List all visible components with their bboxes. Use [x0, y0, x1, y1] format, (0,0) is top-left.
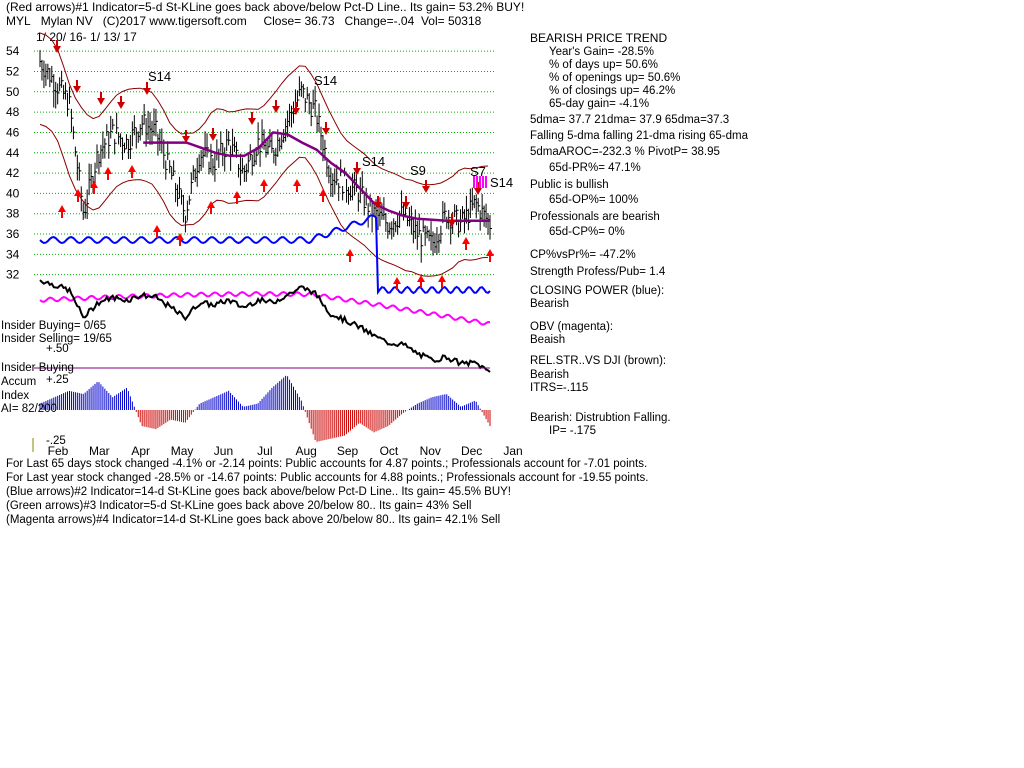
y-tick-label: 36 — [6, 227, 20, 242]
insider-buying-ratio: Insider Buying= 0/65 — [1, 320, 107, 332]
buy-arrow-icon — [293, 179, 301, 192]
y-tick-label: 54 — [6, 44, 20, 59]
sell-arrow-icon — [182, 130, 190, 143]
trend-title: BEARISH PRICE TREND — [530, 31, 668, 45]
volume-value: Vol= 50318 — [420, 14, 482, 28]
arrow-head — [153, 225, 161, 232]
month-label: Sep — [336, 444, 359, 458]
copyright: (C)2017 www.tigersoft.com — [102, 14, 247, 28]
y-tick-label: 46 — [6, 125, 20, 140]
company-name: Mylan NV — [40, 14, 93, 28]
sell-arrow-icon — [53, 40, 61, 53]
signal-label: S14 — [362, 154, 386, 169]
bands — [40, 33, 490, 276]
obv-label: OBV (magenta): — [530, 321, 614, 333]
op-65d: 65d-OP%= 100% — [549, 194, 639, 206]
signal-label: S14 — [314, 73, 338, 88]
accum-plus25-label: +.25 — [46, 374, 69, 386]
arrow-head — [128, 165, 136, 172]
cp-65d: 65d-CP%= 0% — [549, 226, 625, 238]
arrow-head — [233, 191, 241, 198]
buy-arrow-icon — [153, 225, 161, 238]
month-label: Jul — [257, 444, 273, 458]
month-label: Apr — [131, 444, 151, 458]
buy-arrow-icon — [462, 237, 470, 250]
aroc-pivot: 5dmaAROC=-232.3 % PivotP= 38.95 — [530, 146, 720, 158]
arrow-head — [438, 275, 446, 282]
arrow-head — [97, 98, 105, 105]
sell-arrow-icon — [209, 128, 217, 141]
arrow-head — [462, 237, 470, 244]
y-tick-label: 38 — [6, 206, 20, 221]
arrow-head — [272, 106, 280, 113]
month-label: Mar — [89, 444, 110, 458]
close-value: Close= 36.73 — [263, 14, 335, 28]
relstr-state: Bearish — [530, 369, 569, 381]
gain-65day: 65-day gain= -4.1% — [549, 98, 650, 110]
arrow-head — [486, 249, 494, 256]
index-label: Index — [1, 390, 30, 402]
accum-plus50-label: +.50 — [46, 343, 69, 355]
arrow-head — [248, 118, 256, 125]
sell-arrow-icon — [73, 80, 81, 93]
relstr-label: REL.STR..VS DJI (brown): — [530, 355, 667, 367]
insider-buying-label: Insider Buying — [1, 362, 74, 374]
month-label: May — [170, 444, 194, 458]
accum-minus25-label: -.25 — [46, 435, 66, 447]
sell-arrow-icon — [422, 180, 430, 193]
y-tick-label: 32 — [6, 267, 20, 282]
insider-selling-ratio: Insider Selling= 19/65 — [1, 333, 112, 345]
date-range: 1/ 20/ 16- 1/ 13/ 17 — [36, 30, 137, 44]
arrow-head — [209, 134, 217, 141]
accum-label: Accum — [1, 376, 37, 388]
days-up: % of days up= 50.6% — [549, 59, 659, 71]
buy-arrow-icon — [486, 249, 494, 262]
closings-up: % of closings up= 46.2% — [549, 85, 676, 97]
buy-arrow-icon — [319, 189, 327, 202]
dma-values: 5dma= 37.7 21dma= 37.9 65dma=37.3 — [530, 114, 730, 126]
ip-value: IP= -.175 — [549, 425, 596, 437]
sell-arrow-icon — [272, 100, 280, 113]
sell-arrow-icon — [97, 92, 105, 105]
pr-65d: 65d-PR%= 47.1% — [549, 162, 641, 174]
signal-label: S7 — [470, 164, 486, 179]
public-status: Public is bullish — [530, 179, 609, 191]
arrow-head — [117, 102, 125, 109]
month-label: Dec — [460, 444, 483, 458]
y-tick-label: 40 — [6, 186, 20, 201]
footer-year-summary: For Last year stock changed -28.5% or -14.67 points: Public accounts for 4.88 points.; Professionals account for -19.55 points. — [6, 472, 649, 484]
footer-65day-summary: For Last 65 days stock changed -4.1% or -2.14 points: Public accounts for 4.87 points.; Professionals account for -7.01 points. — [6, 458, 648, 470]
footer-indicator-3: (Green arrows)#3 Indicator=5-d St-KLine goes back above 20/below 80.. Its gain= 43% Sell — [6, 500, 472, 512]
header-indicator-1: (Red arrows)#1 Indicator=5-d St-KLine goes back above/below Pct-D Line.. Its gain= 53.2% BUY! — [6, 0, 525, 14]
sell-arrow-icon — [117, 96, 125, 109]
signal-label: S14 — [148, 69, 172, 84]
arrow-head — [422, 186, 430, 193]
obv-state: Beaish — [530, 334, 566, 346]
openings-up: % of openings up= 50.6% — [549, 72, 681, 84]
signal-label: S14 — [490, 175, 514, 190]
month-label: Oct — [379, 444, 399, 458]
strength-ratio: Strength Profess/Pub= 1.4 — [530, 266, 666, 278]
arrow-head — [104, 167, 112, 174]
y-tick-label: 48 — [6, 105, 20, 120]
cp-vs-pr: CP%vsPr%= -47.2% — [530, 249, 636, 261]
y-tick-label: 42 — [6, 166, 20, 181]
arrow-head — [393, 277, 401, 284]
ticker: MYL — [6, 14, 31, 28]
arrow-head — [474, 188, 482, 195]
footer-indicator-2: (Blue arrows)#2 Indicator=14-d St-KLine goes back above/below Pct-D Line.. Its gain= 45.5% BUY! — [6, 486, 511, 498]
distribution-status: Bearish: Distrubtion Falling. — [530, 412, 671, 424]
month-label: Jun — [213, 444, 234, 458]
y-tick-label: 50 — [6, 84, 20, 99]
month-axis — [48, 444, 523, 458]
years-gain: Year's Gain= -28.5% — [549, 46, 655, 58]
buy-arrow-icon — [346, 249, 354, 262]
month-label: Jan — [503, 444, 523, 458]
signal-arrows — [53, 40, 494, 290]
arrow-head — [58, 205, 66, 212]
footer-indicator-4: (Magenta arrows)#4 Indicator=14-d St-KLine goes back above 20/below 80.. Its gain= 42.1% Sell — [6, 514, 501, 526]
price-y-axis — [6, 44, 20, 282]
arrow-head — [260, 179, 268, 186]
closing-power-label: CLOSING POWER (blue): — [530, 285, 665, 297]
buy-arrow-icon — [417, 275, 425, 288]
month-label: Feb — [47, 444, 69, 458]
arrow-head — [319, 189, 327, 196]
professionals-status: Professionals are bearish — [530, 211, 660, 223]
price-bars — [40, 50, 492, 263]
ai-label: AI= 82/200 — [1, 403, 57, 415]
y-tick-label: 44 — [6, 145, 20, 160]
month-label: Nov — [419, 444, 441, 458]
arrow-head — [346, 249, 354, 256]
dma-trend: Falling 5-dma falling 21-dma rising 65-dma — [530, 130, 748, 142]
closing-power-state: Bearish — [530, 298, 569, 310]
buy-arrow-icon — [260, 179, 268, 192]
month-label: Aug — [295, 444, 317, 458]
buy-arrow-icon — [176, 233, 184, 246]
sell-arrow-icon — [248, 112, 256, 125]
y-tick-label: 52 — [6, 64, 20, 79]
arrow-head — [53, 46, 61, 53]
signal-label: S9 — [410, 163, 426, 178]
y-tick-label: 34 — [6, 247, 20, 262]
arrow-head — [293, 179, 301, 186]
buy-arrow-icon — [128, 165, 136, 178]
accum-index-bars — [40, 376, 490, 442]
change-value: Change=-.04 — [344, 14, 415, 28]
buy-arrow-icon — [104, 167, 112, 180]
arrow-head — [322, 128, 330, 135]
buy-arrow-icon — [58, 205, 66, 218]
itrs-value: ITRS=-.115 — [530, 382, 589, 394]
sell-arrow-icon — [322, 122, 330, 135]
